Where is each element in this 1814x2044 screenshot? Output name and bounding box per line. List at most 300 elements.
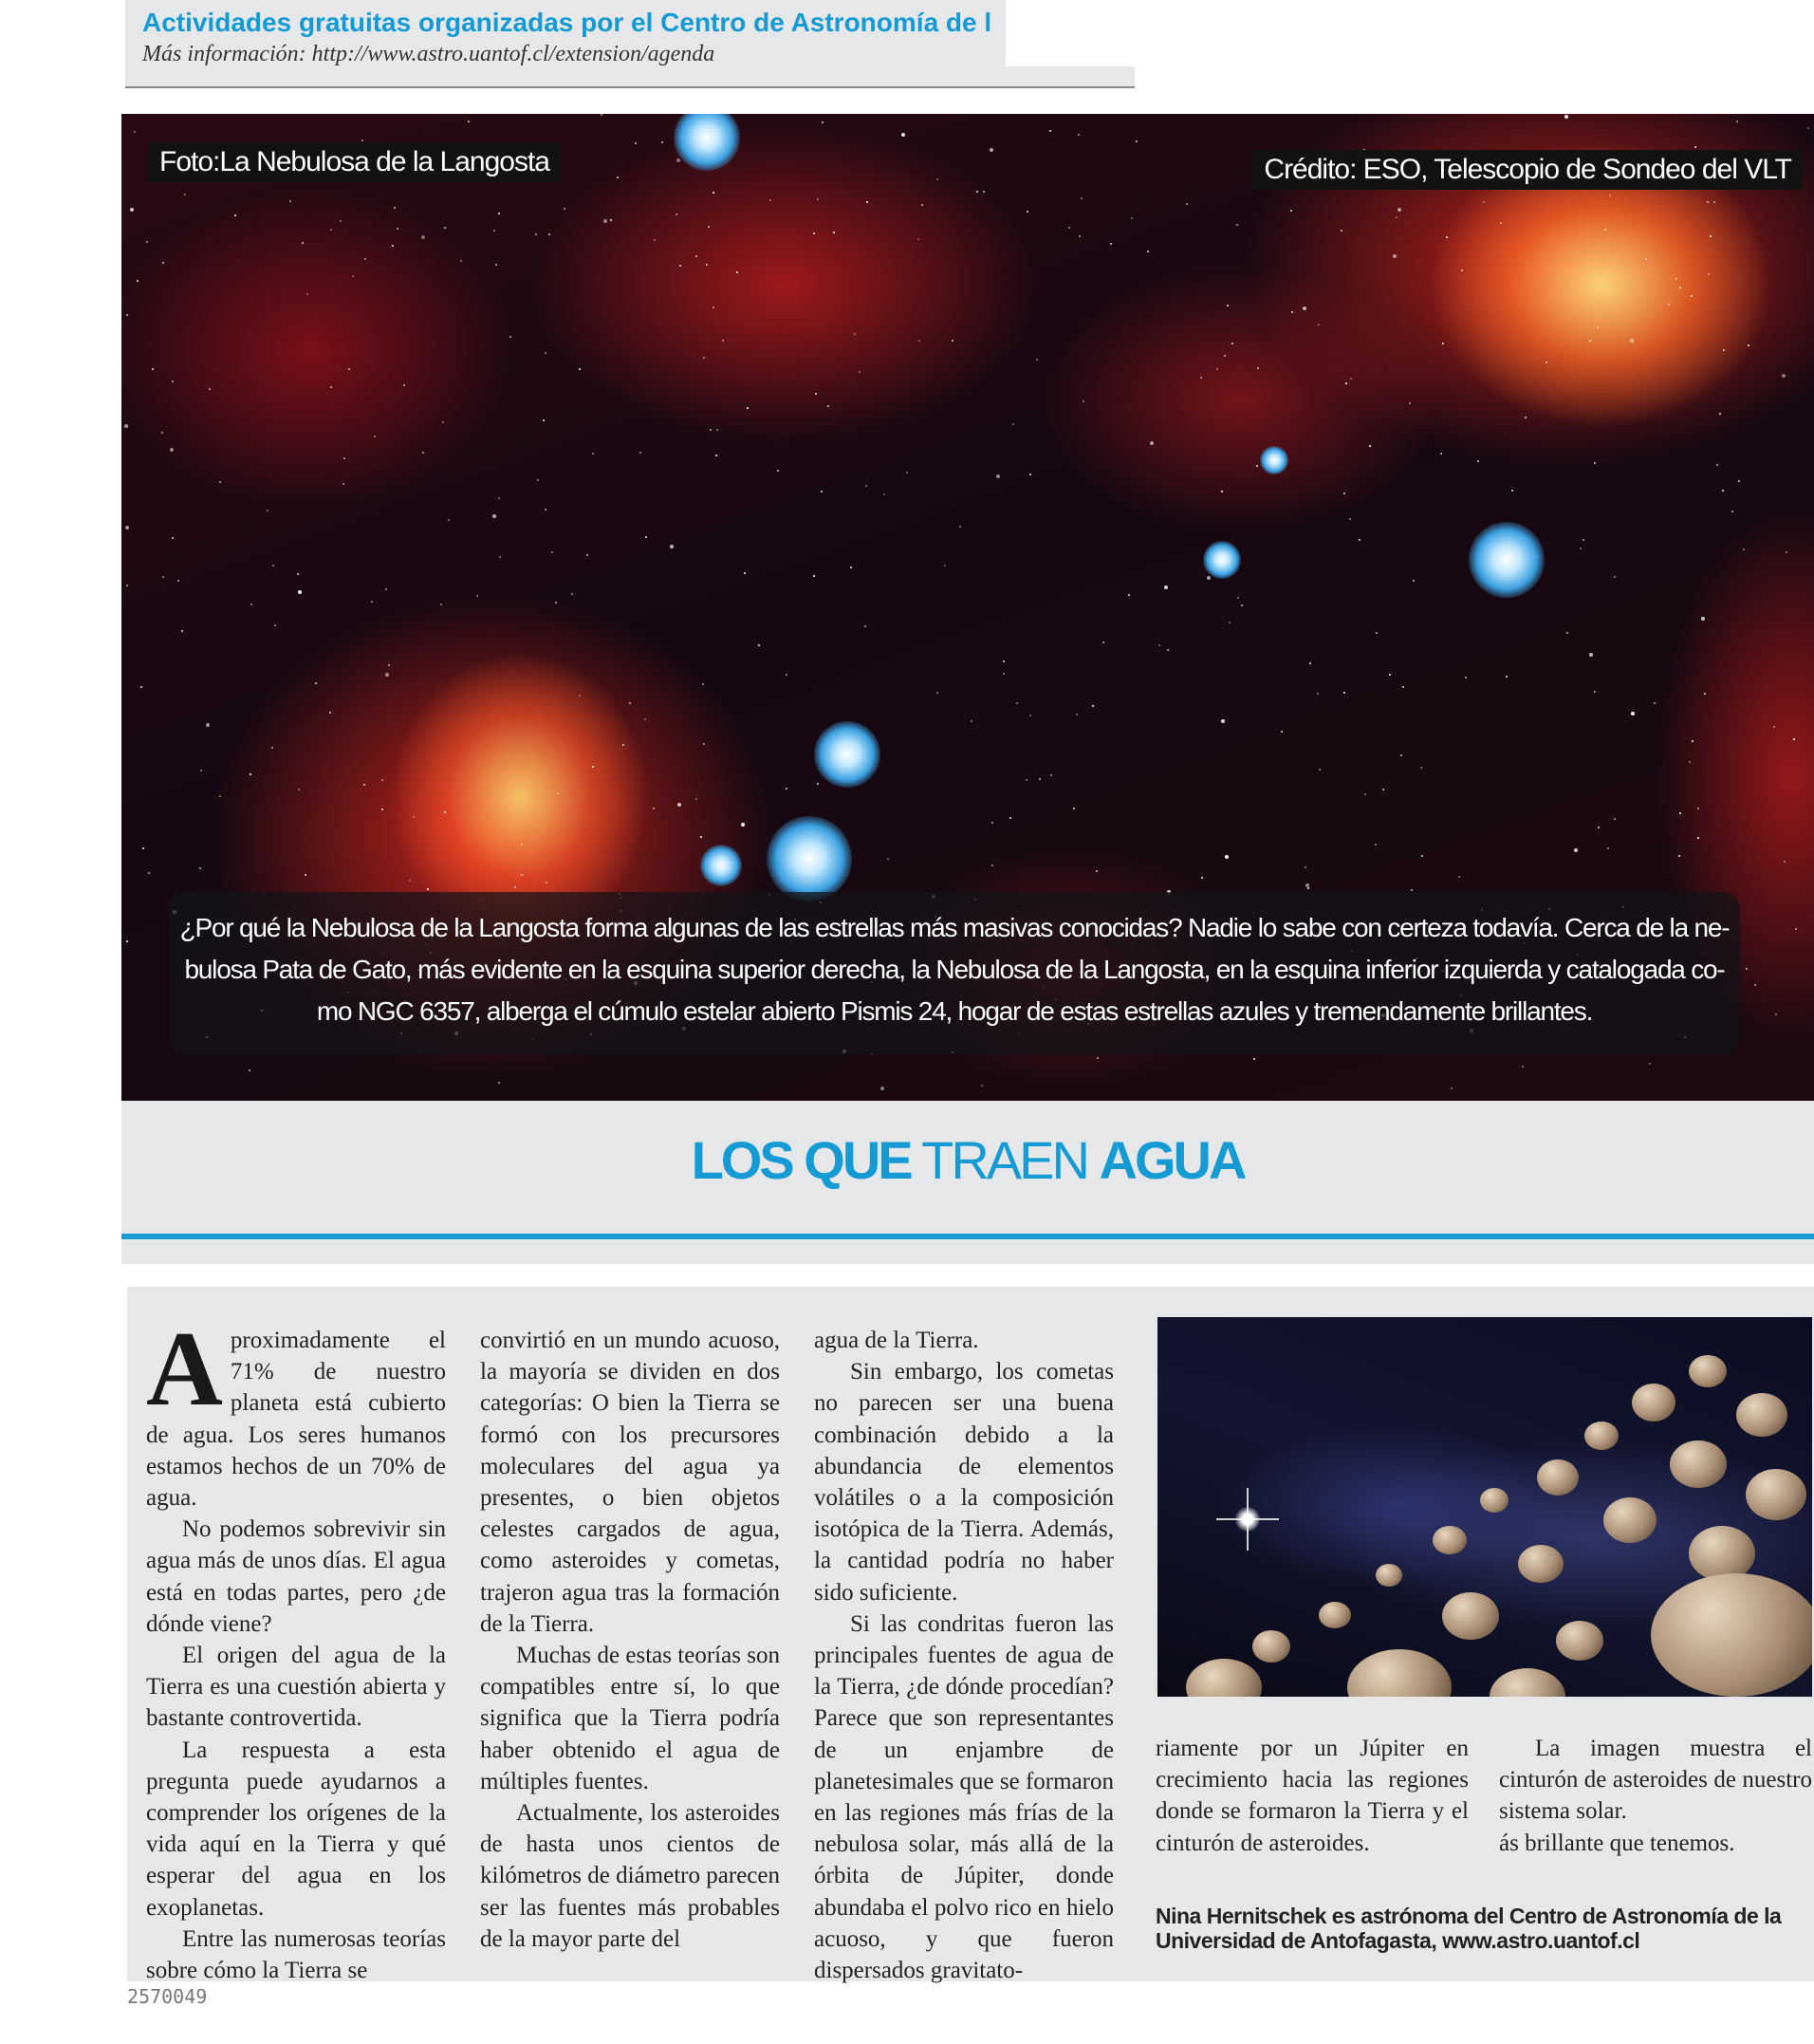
star — [1027, 211, 1028, 213]
star — [476, 595, 478, 597]
star — [1723, 349, 1725, 351]
star — [1241, 604, 1243, 606]
paragraph: Entre las numerosas teorías sobre cómo la Tierra se — [146, 1925, 446, 1984]
asteroid — [1632, 1384, 1675, 1422]
star — [700, 836, 702, 838]
star — [1076, 714, 1078, 715]
star — [936, 178, 938, 180]
star — [1026, 779, 1027, 781]
star — [557, 792, 559, 794]
star — [1227, 305, 1229, 307]
star — [392, 245, 394, 247]
star — [1694, 146, 1696, 148]
star — [329, 712, 331, 714]
star — [126, 314, 128, 316]
asteroid — [1556, 1621, 1603, 1661]
asteroid — [1442, 1592, 1499, 1640]
star — [1221, 491, 1223, 492]
star — [708, 226, 710, 228]
asteroid — [1736, 1393, 1787, 1437]
asteroid — [1603, 1497, 1657, 1543]
star — [1546, 362, 1547, 363]
asteroid — [1689, 1355, 1727, 1387]
star — [381, 779, 383, 781]
star — [917, 238, 919, 240]
star — [901, 133, 905, 137]
star — [866, 201, 868, 203]
header-title: Actividades gratuitas organizadas por el Centro de Astronomía de l — [142, 8, 992, 37]
star — [1598, 827, 1600, 828]
headline-part: AGUA — [1099, 1130, 1245, 1190]
star — [677, 803, 681, 807]
star — [148, 872, 150, 874]
star — [1713, 201, 1715, 203]
star — [1413, 580, 1415, 582]
star — [1281, 731, 1283, 733]
star — [1708, 273, 1710, 275]
star — [1614, 576, 1616, 578]
star — [422, 452, 424, 454]
star — [448, 519, 450, 521]
star — [1614, 818, 1616, 820]
star — [1131, 217, 1133, 219]
photo-caption — [169, 892, 1740, 1055]
star — [695, 798, 697, 800]
star-spike — [1247, 1488, 1249, 1551]
star — [1016, 702, 1018, 704]
star — [603, 219, 607, 223]
star — [817, 783, 819, 785]
star — [1754, 984, 1756, 986]
star — [906, 472, 908, 474]
star — [271, 747, 273, 749]
star — [1073, 808, 1075, 809]
star — [371, 601, 373, 603]
star — [162, 576, 164, 578]
headline-rule — [121, 1234, 1814, 1239]
star — [388, 664, 390, 666]
star — [381, 808, 383, 810]
star — [142, 847, 144, 849]
star — [592, 453, 594, 455]
star — [394, 207, 396, 209]
star — [209, 388, 211, 390]
star — [206, 723, 210, 727]
star — [249, 1069, 250, 1071]
star — [297, 573, 299, 575]
star — [498, 497, 500, 499]
star — [822, 121, 824, 123]
star — [546, 882, 547, 883]
star — [1775, 1013, 1777, 1015]
star — [639, 452, 641, 454]
paragraph: riamente por un Júpiter en crecimiento hacia las regiones donde se formaron la Tierra y el cinturón de asteroides. — [1156, 1736, 1469, 1856]
star — [921, 204, 923, 206]
star — [1343, 492, 1345, 494]
star — [498, 213, 500, 214]
star — [1511, 490, 1513, 492]
star — [703, 743, 705, 745]
star — [1697, 808, 1699, 809]
star — [1631, 712, 1635, 715]
star — [1795, 928, 1797, 930]
star — [1668, 304, 1670, 306]
star — [601, 114, 602, 116]
star — [1692, 740, 1694, 742]
star — [172, 537, 174, 539]
star — [1748, 344, 1749, 346]
star — [1307, 887, 1309, 889]
star — [1609, 195, 1611, 196]
star — [551, 551, 553, 553]
asteroid — [1584, 1422, 1619, 1450]
star — [124, 424, 128, 428]
lobster-nebula-photo — [121, 114, 1814, 1101]
star — [274, 624, 276, 626]
star — [713, 307, 714, 308]
star — [653, 808, 655, 809]
star — [521, 844, 523, 845]
star — [1738, 480, 1740, 482]
star — [1257, 367, 1259, 369]
star — [1782, 374, 1786, 378]
star — [592, 766, 594, 768]
star — [1649, 1063, 1651, 1065]
star — [1012, 423, 1014, 425]
star — [199, 867, 201, 869]
star — [306, 293, 308, 295]
asteroid — [1518, 1545, 1564, 1583]
star — [364, 258, 366, 260]
star — [1359, 539, 1360, 541]
star — [1147, 251, 1149, 252]
star — [126, 940, 128, 942]
blue-star — [700, 845, 742, 886]
blue-star — [1203, 541, 1241, 579]
star — [548, 233, 550, 235]
author-bio: Nina Hernitschek es astrónoma del Centro de Astronomía de la Universidad de Antofagasta, www.astro.uantof.cl — [1156, 1904, 1782, 1953]
paragraph: La respuesta a esta pregunta puede ayudarnos a comprender los orígenes de la vida aquí en la Tierra y qué esperar del agua en los exoplanetas. — [146, 1737, 446, 1921]
star — [126, 585, 128, 586]
star — [1583, 539, 1584, 541]
star — [170, 448, 174, 452]
star — [654, 239, 656, 241]
star — [1451, 1087, 1453, 1089]
star — [545, 352, 546, 354]
asteroid — [1319, 1602, 1351, 1628]
star — [361, 139, 363, 141]
star — [1786, 551, 1787, 553]
star — [586, 554, 588, 556]
star — [1500, 222, 1502, 224]
caption-line: mo NGC 6357, alberga el cúmulo estelar abierto Pismis 24, hogar de estas estrellas azules y tremendamente brillantes. — [316, 996, 1593, 1026]
star — [1291, 311, 1293, 313]
star — [1349, 518, 1351, 520]
star — [676, 158, 680, 162]
header-divider — [125, 86, 1135, 88]
blue-star — [814, 721, 880, 788]
star — [134, 131, 136, 133]
page-code: 2570049 — [127, 1985, 208, 2008]
paragraph: Muchas de estas teorías son compatibles entre sí, lo que significa que la Tierra podría haber obtenido el agua de múltiples fuentes. — [480, 1643, 780, 1794]
star — [1068, 227, 1070, 229]
star — [1029, 474, 1031, 475]
star — [1630, 339, 1634, 343]
star — [1607, 847, 1609, 849]
star — [713, 192, 714, 194]
star — [1461, 269, 1463, 271]
header-subtitle-link[interactable]: Más información: http://www.astro.uantof.cl/extension/agenda — [142, 42, 715, 66]
article-column-5 — [1499, 1733, 1812, 1859]
star — [1158, 644, 1160, 646]
star — [409, 880, 411, 882]
star — [1442, 343, 1444, 344]
star — [1589, 653, 1593, 657]
asteroid — [1670, 1440, 1727, 1488]
star — [137, 280, 139, 282]
star — [146, 241, 148, 243]
star — [1421, 855, 1423, 857]
star — [1364, 793, 1366, 795]
paragraph: No podemos sobrevivir sin agua más de unos días. El agua está en todas partes, pero ¿de dónde viene? — [146, 1516, 446, 1637]
star — [330, 386, 332, 388]
star — [1710, 235, 1712, 237]
paragraph: ás brillante que tenemos. — [1499, 1830, 1735, 1856]
star — [1689, 761, 1691, 763]
star — [1083, 400, 1084, 402]
star — [936, 692, 938, 694]
asteroid — [1537, 1459, 1579, 1496]
header-band-cut — [1006, 0, 1138, 66]
asteroid — [1252, 1630, 1290, 1663]
star — [1722, 490, 1724, 492]
star — [971, 720, 972, 722]
asteroid — [1186, 1659, 1262, 1697]
star — [1654, 702, 1656, 704]
star — [1009, 817, 1011, 819]
star — [521, 874, 523, 876]
star — [1078, 134, 1080, 136]
star — [1376, 632, 1378, 634]
star — [1440, 453, 1442, 455]
photo-label: Foto:La Nebulosa de la Langosta — [148, 142, 561, 182]
star — [777, 470, 779, 472]
star — [617, 177, 619, 178]
star — [1743, 548, 1745, 550]
star — [535, 233, 537, 235]
star — [1784, 861, 1786, 863]
star — [1574, 848, 1578, 852]
star — [679, 265, 681, 267]
star — [363, 784, 365, 786]
star — [1675, 278, 1677, 280]
headline-part: TRAEN — [910, 1130, 1100, 1190]
asteroid-belt-image — [1157, 1317, 1812, 1697]
star — [1691, 295, 1693, 297]
star — [990, 148, 993, 152]
star — [1400, 754, 1402, 756]
star — [161, 432, 163, 434]
star — [1236, 224, 1238, 226]
star — [1081, 197, 1083, 199]
star — [1350, 378, 1352, 380]
star — [1092, 705, 1094, 707]
star — [1036, 359, 1038, 361]
star — [1253, 1058, 1255, 1060]
star — [184, 194, 186, 195]
asteroid — [1433, 1526, 1467, 1554]
star — [440, 604, 442, 605]
star — [758, 644, 760, 646]
star — [1224, 355, 1226, 357]
star — [272, 565, 274, 567]
star — [130, 208, 134, 212]
star — [976, 191, 978, 193]
star — [741, 823, 745, 827]
star — [1506, 676, 1508, 678]
star — [1446, 236, 1448, 238]
star — [444, 811, 446, 813]
star — [427, 888, 429, 890]
star — [298, 590, 302, 594]
star — [981, 1085, 983, 1087]
star — [1594, 462, 1596, 464]
star — [1382, 789, 1384, 790]
star — [1375, 844, 1377, 845]
paragraph: La imagen muestra el cinturón de asteroides de nuestro sistema solar. — [1499, 1736, 1812, 1825]
star — [695, 255, 697, 257]
star — [1167, 649, 1169, 651]
star — [1345, 382, 1347, 384]
star — [1102, 641, 1104, 643]
star — [1318, 324, 1320, 325]
star — [397, 228, 398, 230]
star — [865, 485, 867, 487]
star — [1049, 130, 1051, 132]
star — [959, 526, 961, 528]
star — [348, 368, 350, 370]
star — [1458, 876, 1460, 878]
star — [991, 822, 993, 824]
star — [374, 436, 376, 437]
star — [661, 141, 663, 143]
star — [499, 556, 501, 558]
star — [545, 509, 546, 511]
star — [1604, 229, 1606, 231]
star — [444, 227, 446, 229]
paragraph: El origen del agua de la Tierra es una cuestión abierta y bastante controvertida. — [146, 1643, 446, 1732]
star — [1186, 203, 1188, 205]
star — [493, 230, 495, 232]
star — [579, 695, 581, 697]
star — [172, 381, 174, 382]
star — [1097, 1057, 1099, 1059]
star — [1645, 258, 1647, 260]
star — [1343, 692, 1345, 694]
star — [421, 235, 425, 239]
paragraph: Actualmente, los asteroides de hasta unos cientos de kilómetros de diámetro parecen ser las fuentes más probables de la mayor parte del — [480, 1800, 780, 1952]
blue-star — [1469, 522, 1545, 598]
star — [564, 208, 565, 210]
star — [1317, 693, 1319, 695]
star — [330, 229, 332, 231]
star — [1290, 210, 1292, 212]
star — [1477, 460, 1479, 462]
star — [883, 493, 885, 495]
photo-credit: Crédito: ESO, Telescopio de Sondeo del VLT — [1252, 150, 1803, 190]
star — [610, 219, 612, 221]
star — [1701, 617, 1705, 621]
star — [495, 264, 497, 266]
star — [706, 264, 708, 266]
star — [1003, 673, 1005, 675]
star — [342, 483, 344, 485]
star — [1597, 326, 1599, 328]
star — [555, 602, 557, 604]
star — [1050, 774, 1052, 776]
star — [152, 368, 154, 370]
star — [219, 795, 221, 797]
blue-star — [767, 816, 852, 901]
star — [1566, 632, 1568, 634]
star — [676, 214, 677, 215]
star — [514, 886, 516, 888]
star — [1525, 417, 1527, 418]
star — [177, 580, 179, 582]
star — [1393, 254, 1397, 258]
star — [385, 588, 387, 590]
star — [250, 773, 251, 775]
article-headline — [121, 1129, 1814, 1191]
star — [996, 474, 1000, 478]
star — [1793, 738, 1795, 740]
star — [1319, 769, 1321, 771]
star — [1207, 576, 1211, 580]
star — [1483, 201, 1485, 203]
star — [880, 1087, 884, 1090]
star — [635, 142, 637, 144]
star — [722, 340, 724, 342]
star — [821, 491, 823, 492]
star — [1229, 622, 1231, 623]
star — [744, 572, 746, 574]
star — [1398, 208, 1401, 212]
star — [509, 336, 511, 338]
star — [702, 683, 704, 685]
star — [1409, 402, 1411, 404]
star — [817, 198, 819, 200]
star — [1396, 216, 1398, 218]
star — [1200, 377, 1202, 379]
star — [579, 368, 581, 370]
headline-part: LOS QUE — [691, 1130, 911, 1190]
star — [537, 479, 539, 481]
star — [769, 199, 771, 201]
article-column-2 — [480, 1325, 780, 1955]
star — [1522, 1066, 1524, 1068]
star — [1731, 511, 1733, 512]
paragraph: proximadamente el 71% de nuestro planeta está cubierto de agua. Los seres humanos estamos hechos de un 70% de agua. — [146, 1328, 446, 1512]
star — [703, 357, 705, 359]
star — [1136, 140, 1138, 142]
star — [786, 788, 787, 790]
star — [1150, 441, 1154, 445]
star — [813, 575, 815, 577]
article-column-4 — [1156, 1733, 1469, 1859]
star — [1697, 837, 1699, 839]
star — [1773, 726, 1775, 728]
star — [1465, 677, 1467, 678]
